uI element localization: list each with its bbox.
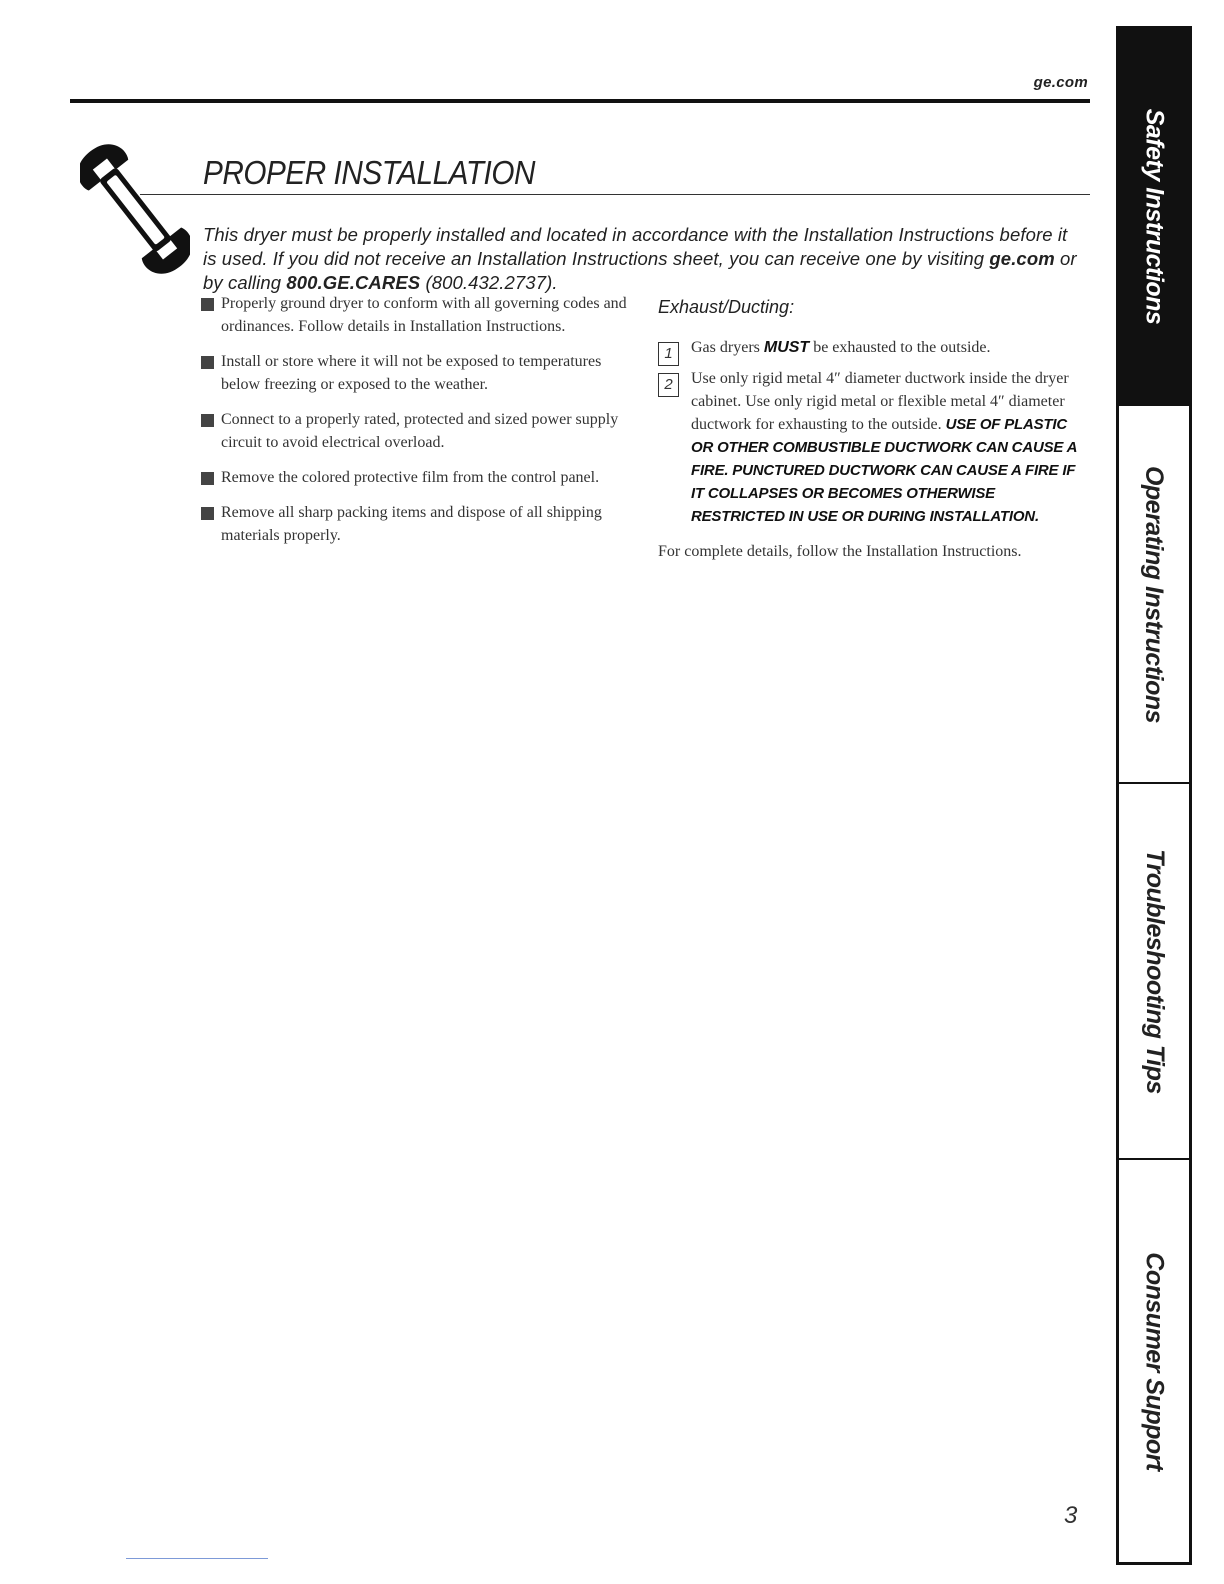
list-item	[200, 408, 640, 454]
step-text: Gas dryers	[691, 339, 764, 356]
list-item	[200, 350, 640, 396]
intro-phone[interactable]: 800.GE.CARES	[286, 271, 421, 293]
tab-label: Safety Instructions	[1140, 108, 1169, 324]
intro-text: or by calling	[203, 247, 1077, 293]
bullet-text: Install or store where it will not be exposed to temperatures below freezing or exposed to the weather.	[221, 353, 602, 393]
step-emphasis: MUST	[763, 339, 810, 356]
bullet-text: Connect to a properly rated, protected and sized power supply circuit to avoid electrical overload.	[221, 411, 619, 451]
intro-text: This dryer must be properly installed and located in accordance with the Installation Instructions before it is used. If you did not receive an Installation Instructions sheet, you can receive one by visiting	[203, 223, 1068, 269]
list-item	[200, 292, 640, 338]
tab-label: Operating Instructions	[1140, 465, 1169, 723]
section-title: PROPER INSTALLATION	[203, 154, 535, 191]
step-number-badge: 1	[658, 342, 679, 366]
intro-text: (800.432.2737).	[420, 271, 558, 293]
exhaust-section	[658, 296, 1090, 579]
intro-site-link[interactable]: ge.com	[989, 247, 1055, 269]
site-url[interactable]: ge.com	[1033, 74, 1088, 91]
exhaust-heading: Exhaust/Ducting:	[658, 297, 795, 317]
page-number: 3	[1064, 1502, 1078, 1529]
section-tabs	[1116, 26, 1192, 1565]
tab-troubleshooting-tips[interactable]	[1119, 784, 1189, 1160]
tab-label: Troubleshooting Tips	[1140, 848, 1169, 1094]
step-number-badge: 2	[658, 373, 679, 397]
tab-operating-instructions[interactable]	[1119, 406, 1189, 784]
square-bullet-icon	[201, 472, 214, 485]
bullet-text: Properly ground dryer to conform with all governing codes and ordinances. Follow details in Installation Instructions.	[221, 295, 627, 335]
step-text: Use only rigid metal 4″ diameter ductwork inside the dryer cabinet. Use only rigid metal or flexible metal 4″ diameter ductwork for exhausting to the outside.	[691, 370, 1069, 433]
wrench-icon	[80, 134, 190, 284]
tab-consumer-support[interactable]	[1119, 1160, 1189, 1562]
tab-safety-instructions[interactable]	[1119, 26, 1189, 406]
header-rule	[70, 99, 1090, 103]
square-bullet-icon	[201, 414, 214, 427]
square-bullet-icon	[201, 356, 214, 369]
footer-divider	[126, 1558, 268, 1559]
list-item	[200, 501, 640, 547]
title-rule	[140, 194, 1090, 195]
exhaust-step-2	[658, 367, 1090, 528]
square-bullet-icon	[201, 507, 214, 520]
fire-warning-text: USE OF PLASTIC OR OTHER COMBUSTIBLE DUCTWORK CAN CAUSE A FIRE. PUNCTURED DUCTWORK CAN CAUSE A FIRE IF IT COLLAPSES OR BECOMES OTHERWISE RESTRICTED IN USE OR DURING INSTALLATION.	[691, 416, 1077, 525]
bullet-text: Remove all sharp packing items and dispose of all shipping materials properly.	[221, 504, 602, 544]
list-item	[200, 466, 640, 489]
tab-label: Consumer Support	[1140, 1251, 1169, 1471]
intro-paragraph	[203, 223, 1083, 295]
exhaust-step-1	[658, 336, 1090, 362]
step-text: be exhausted to the outside.	[809, 339, 991, 356]
exhaust-closing-note: For complete details, follow the Installation Instructions.	[658, 543, 1022, 560]
installation-bullets	[200, 292, 640, 559]
square-bullet-icon	[201, 298, 214, 311]
bullet-text: Remove the colored protective film from the control panel.	[221, 469, 600, 486]
